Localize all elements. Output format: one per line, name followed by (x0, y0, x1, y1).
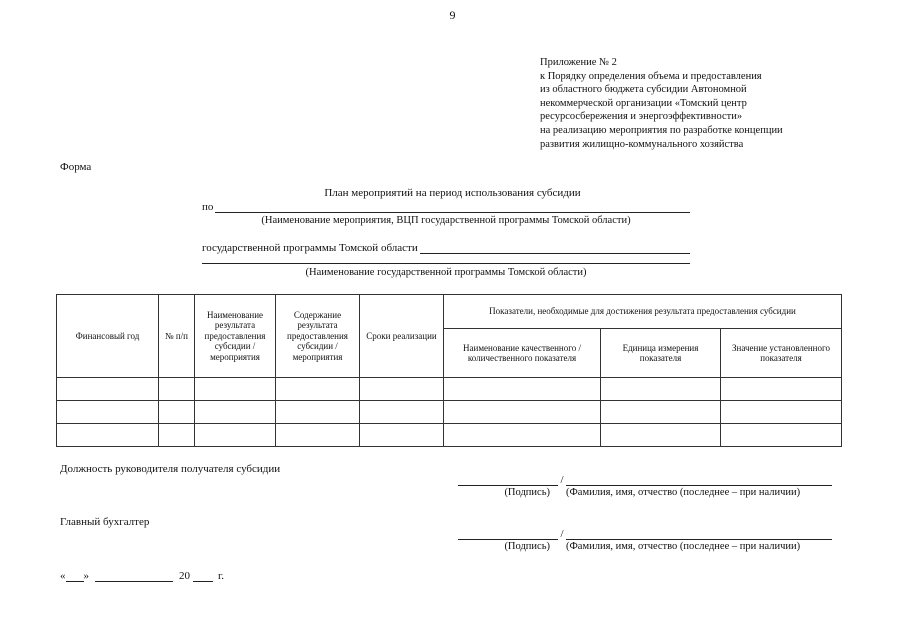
appendix-line: на реализацию мероприятия по разработке концепции (540, 124, 783, 136)
table-cell[interactable] (57, 424, 159, 447)
appendix-line: ресурсосбережения и энергоэффективности» (540, 111, 743, 123)
gp-hint: (Наименование государственной программы Томской области) (305, 267, 587, 278)
table-cell[interactable] (276, 401, 360, 424)
appendix-line: развития жилищно-коммунального хозяйства (540, 138, 744, 150)
date-year-line[interactable] (193, 572, 213, 582)
date-open-quote: « (60, 570, 66, 582)
signature-caption: (Подпись) (504, 541, 550, 552)
head-signature-block (458, 472, 832, 498)
table-row (57, 424, 842, 447)
name-caption: (Фамилия, имя, отчество (последнее – при наличии) (566, 541, 801, 552)
table-cell[interactable] (57, 401, 159, 424)
accountant-signature-block (458, 526, 832, 552)
table-cell[interactable] (601, 424, 721, 447)
date-year-suffix: г. (218, 570, 225, 582)
table-cell[interactable] (195, 401, 276, 424)
accountant-signature-line[interactable] (458, 529, 558, 540)
table-cell[interactable] (721, 378, 842, 401)
plan-table (56, 294, 842, 447)
table-row (57, 401, 842, 424)
date-close-quote: » (83, 570, 89, 582)
head-name-line[interactable] (566, 475, 832, 486)
header-unit: Единица измерения показателя (601, 329, 721, 378)
table-cell[interactable] (360, 401, 444, 424)
appendix-note (540, 56, 870, 151)
table-cell[interactable] (444, 378, 601, 401)
form-label: Форма (60, 161, 92, 173)
header-result-name: Наименование результата предоставления субсидии / мероприятия (195, 295, 276, 378)
header-num: № п/п (159, 295, 195, 378)
table-cell[interactable] (159, 424, 195, 447)
date-year-prefix: 20 (179, 570, 190, 582)
header-indicators-group: Показатели, необходимые для достижения результата предоставления субсидии (444, 295, 842, 329)
header-terms: Сроки реализации (360, 295, 444, 378)
po-hint: (Наименование мероприятия, ВЦП государственной программы Томской области) (261, 215, 631, 226)
accountant-label: Главный бухгалтер (60, 516, 150, 528)
table-row (57, 378, 842, 401)
signature-caption: (Подпись) (504, 487, 550, 498)
name-caption: (Фамилия, имя, отчество (последнее – при наличии) (566, 487, 801, 498)
date-row (60, 570, 224, 582)
table-cell[interactable] (195, 424, 276, 447)
gp-field-row (202, 242, 690, 254)
header-indicator-name: Наименование качественного / количественного показателя (444, 329, 601, 378)
head-position-label: Должность руководителя получателя субсидии (60, 463, 281, 475)
page-number: 9 (449, 8, 456, 22)
po-field-row (202, 201, 690, 213)
date-day-line[interactable] (66, 572, 84, 582)
table-cell[interactable] (444, 401, 601, 424)
slash: / (560, 528, 564, 540)
table-cell[interactable] (360, 378, 444, 401)
table-cell[interactable] (601, 378, 721, 401)
po-prefix: по (202, 201, 214, 213)
slash: / (560, 474, 564, 486)
head-signature-line[interactable] (458, 475, 558, 486)
appendix-line: Приложение № 2 (540, 57, 617, 68)
header-result-content: Содержание результата предоставления субсидии / мероприятия (276, 295, 360, 378)
gp-fill-line[interactable] (420, 243, 690, 254)
header-fin-year: Финансовый год (57, 295, 159, 378)
table-cell[interactable] (276, 378, 360, 401)
table-cell[interactable] (159, 401, 195, 424)
table-cell[interactable] (276, 424, 360, 447)
date-month-line[interactable] (95, 572, 173, 582)
table-cell[interactable] (721, 401, 842, 424)
table-cell[interactable] (159, 378, 195, 401)
gp-fill-line-2[interactable] (202, 263, 690, 264)
header-value: Значение установленного показателя (721, 329, 842, 378)
table-cell[interactable] (601, 401, 721, 424)
table-cell[interactable] (360, 424, 444, 447)
table-cell[interactable] (57, 378, 159, 401)
po-fill-line[interactable] (215, 202, 690, 213)
gp-prefix: государственной программы Томской области (202, 242, 418, 254)
appendix-line: к Порядку определения объема и предоставления (540, 70, 762, 82)
table-cell[interactable] (444, 424, 601, 447)
table-cell[interactable] (195, 378, 276, 401)
plan-title: План мероприятий на период использования субсидии (324, 187, 581, 199)
accountant-name-line[interactable] (566, 529, 832, 540)
appendix-line: некоммерческой организации «Томский центр (540, 97, 747, 109)
table-cell[interactable] (721, 424, 842, 447)
appendix-line: из областного бюджета субсидии Автономной (540, 84, 747, 96)
